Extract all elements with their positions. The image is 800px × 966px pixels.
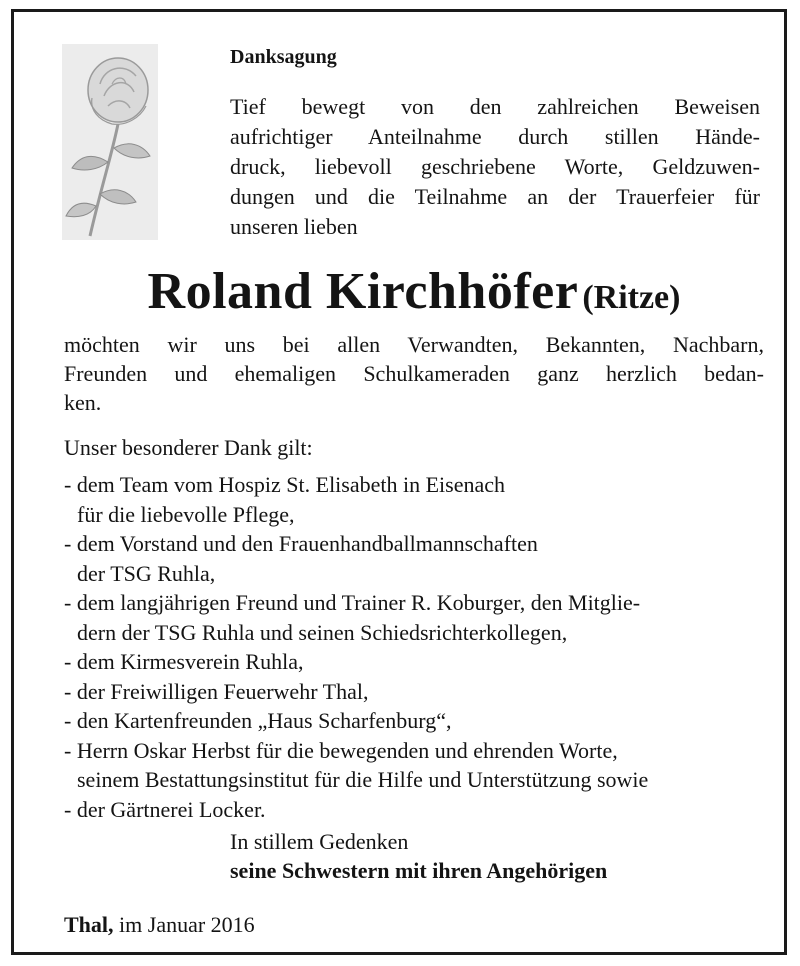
list-item: - der Gärtnerei Locker. [64,796,266,822]
thanks-paragraph [64,330,764,417]
thanks-line: ken. [64,390,102,415]
list-item: - den Kartenfreunden „Haus Scharfenburg“, [64,708,452,733]
list-item: dern der TSG Ruhla und seinen Schiedsrichterkollegen, [77,619,568,645]
intro-line: dungen und die Teilnahme an der Trauerfeier für [230,184,760,209]
intro-line: unseren lieben [230,214,358,239]
place-date [64,912,255,938]
list-item: - Herrn Oskar Herbst für die bewegenden und ehrenden Worte, [64,737,618,763]
list-item: der TSG Ruhla, [77,560,216,586]
closing-line: In stillem Gedenken [230,829,409,854]
date: im Januar 2016 [119,912,255,937]
special-thanks-heading: Unser besonderer Dank gilt: [64,435,313,460]
deceased-name [14,262,800,321]
thanks-line: möchten wir uns bei allen Verwandten, Bekannten, Nachbarn, [64,332,764,357]
list-item: - der Freiwilligen Feuerwehr Thal, [64,678,369,704]
list-item: seinem Bestattungsinstitut für die Hilfe und Unterstützung sowie [77,767,649,792]
intro-line: Tief bewegt von den zahlreichen Beweisen [230,94,760,119]
list-item: - dem Vorstand und den Frauenhandballmannschaften [64,531,538,556]
list-item: für die liebevolle Pflege, [77,501,295,527]
heading: Danksagung [230,46,337,68]
rose-image [62,44,158,240]
closing-block [230,827,607,885]
intro-line: aufrichtiger Anteilnahme durch stillen Hände- [230,124,760,149]
nickname-text: (Ritze) [582,279,681,316]
thanks-line: Freunden und ehemaligen Schulkameraden ganz herzlich bedan- [64,361,764,386]
obituary-card [11,9,787,955]
list-item: - dem Team vom Hospiz St. Elisabeth in Eisenach [64,472,506,497]
signature: seine Schwestern mit ihren Angehörigen [230,858,608,883]
intro-paragraph [230,92,760,242]
list-item: - dem langjährigen Freund und Trainer R. Koburger, den Mitglie- [64,590,641,615]
thanks-list [64,470,764,824]
place: Thal, [64,912,114,937]
rose-icon [62,44,158,240]
list-item: - dem Kirmesverein Ruhla, [64,649,304,674]
name-text: Roland Kirchhöfer [147,263,579,320]
intro-line: druck, liebevoll geschriebene Worte, Geldzuwen- [230,154,760,179]
